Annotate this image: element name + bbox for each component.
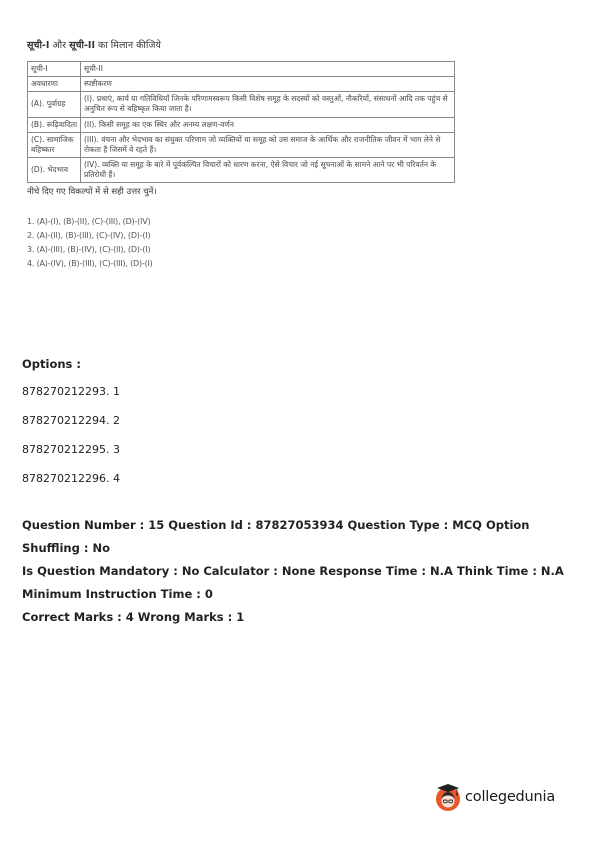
table-cell-concept: (B). रूढ़िवादिता: [28, 117, 81, 132]
meta-line: Correct Marks : 4 Wrong Marks : 1: [22, 610, 245, 624]
table-cell-explanation: (I). प्रथाएं, कार्य या गतिविधियाँ जिनके परिणामस्वरूप किसी विशेष समूह के सदस्यों को वस्तुओं, नौकरियों, संसाधनों आदि तक पहुंच से अनुचित रूप से बहिष्कृत किया जाता है।: [81, 92, 455, 117]
question-title: [27, 38, 457, 51]
meta-line: Minimum Instruction Time : 0: [22, 587, 213, 601]
option-item: 878270212294. 2: [22, 414, 120, 427]
table-row: [28, 117, 455, 132]
table-row: [28, 132, 455, 157]
table-header-cell: सूची-II: [81, 62, 455, 77]
title-and: और: [49, 40, 70, 51]
option-item: 878270212296. 4: [22, 472, 120, 485]
table-cell-explanation: (III). वंचना और भेदभाव का संयुक्त परिणाम जो व्यक्तियों या समूह को उस समाज के आर्थिक और राजनीतिक जीवन में भाग लेने से रोकता है जिसमें वे रहते हैं।: [81, 132, 455, 157]
logo-text: collegedunia: [465, 789, 556, 805]
question-meta: [22, 514, 582, 629]
table-cell-explanation: (IV). व्यक्ति या समूह के बारे में पूर्वकल्पित विचारों को धारण करना, ऐसे विचार जो नई सूचनाओं के सामने आने पर भी परिवर्तन के प्रतिरोधी हैं।: [81, 157, 455, 182]
meta-line: Question Number : 15 Question Id : 87827053934 Question Type : MCQ Option Shuffling : No: [22, 518, 530, 555]
choice-item: 3. (A)-(III), (B)-(IV), (C)-(II), (D)-(I): [27, 245, 151, 255]
table-cell-explanation: (II). किसी समूह का एक स्थिर और अनम्य लक्षण-वर्णन: [81, 117, 455, 132]
options-label: Options :: [22, 357, 81, 371]
match-table: [27, 61, 455, 183]
collegedunia-logo: [435, 780, 585, 820]
option-item: 878270212293. 1: [22, 385, 120, 398]
option-item: 878270212295. 3: [22, 443, 120, 456]
question-instruction: नीचे दिए गए विकल्पों में से सही उत्तर चुनें।: [27, 187, 157, 198]
question-image-block: [27, 38, 457, 271]
choice-item: 1. (A)-(I), (B)-(II), (C)-(III), (D)-(IV): [27, 217, 151, 227]
table-header-row: [28, 62, 455, 77]
table-subheader-cell: स्पष्टीकरण: [81, 77, 455, 92]
title-list-1: सूची-I: [27, 40, 50, 51]
table-subheader-cell: अवधारणा: [28, 77, 81, 92]
title-list-2: सूची-II: [69, 40, 95, 51]
choice-item: 4. (A)-(IV), (B)-(III), (C)-(III), (D)-(I): [27, 259, 153, 269]
table-cell-concept: (A). पूर्वाग्रह: [28, 92, 81, 117]
table-cell-concept: (D). भेदभाव: [28, 157, 81, 182]
choice-item: 2. (A)-(II), (B)-(III), (C)-(IV), (D)-(I): [27, 231, 151, 241]
table-row: [28, 157, 455, 182]
choice-list: [27, 215, 457, 271]
meta-line: Is Question Mandatory : No Calculator : None Response Time : N.A Think Time : N.A: [22, 564, 564, 578]
title-end: का मिलान कीजिये: [95, 40, 161, 51]
table-subheader-row: [28, 77, 455, 92]
table-row: [28, 92, 455, 117]
table-cell-concept: (C). सामाजिक बहिष्कार: [28, 132, 81, 157]
graduate-avatar-icon: [435, 782, 465, 816]
table-header-cell: सूची-I: [28, 62, 81, 77]
